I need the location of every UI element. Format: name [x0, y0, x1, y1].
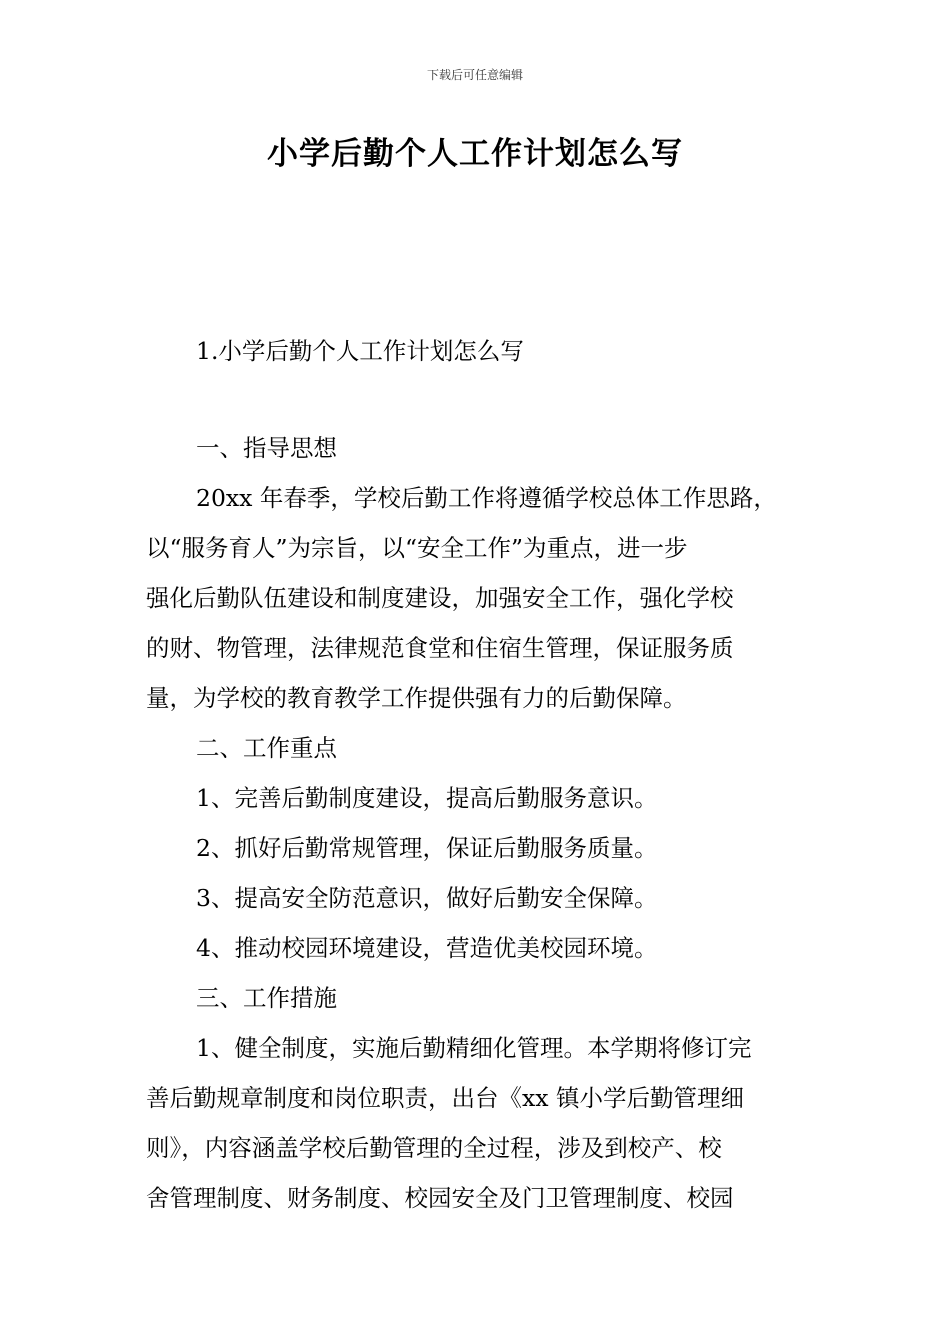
body-line: 一、指导思想 [196, 434, 337, 462]
body-line: 4、推动校园环境建设，营造优美校园环境。 [196, 934, 658, 962]
header-note: 下载后可任意编辑 [426, 68, 523, 82]
body-line: 量，为学校的教育教学工作提供强有力的后勤保障。 [146, 684, 687, 712]
body-line: 三、工作措施 [196, 984, 337, 1012]
body-line: 的财、物管理，法律规范食堂和住宿生管理，保证服务质 [146, 634, 734, 662]
body-line: 2、抓好后勤常规管理，保证后勤服务质量。 [196, 834, 658, 862]
body-line: 舍管理制度、财务制度、校园安全及门卫管理制度、校园 [146, 1184, 734, 1212]
body-line: 3、提高安全防范意识，做好后勤安全保障。 [196, 884, 658, 912]
body-line: 1、完善后勤制度建设，提高后勤服务意识。 [196, 784, 658, 812]
body-line: 强化后勤队伍建设和制度建设，加强安全工作，强化学校 [146, 584, 734, 612]
body-text [146, 423, 826, 1223]
body-line: 20xx 年春季，学校后勤工作将遵循学校总体工作思路， [196, 484, 777, 512]
body-line: 1、健全制度，实施后勤精细化管理。本学期将修订完 [196, 1034, 752, 1062]
body-line: 则》，内容涵盖学校后勤管理的全过程，涉及到校产、校 [146, 1134, 722, 1162]
body-line: 二、工作重点 [196, 734, 337, 762]
body-line: 善后勤规章制度和岗位职责，出台《xx 镇小学后勤管理细 [146, 1084, 744, 1112]
document-title: 小学后勤个人工作计划怎么写 [267, 136, 683, 172]
section-heading: 1.小学后勤个人工作计划怎么写 [196, 337, 524, 365]
body-line: 以“服务育人”为宗旨，以“安全工作”为重点，进一步 [146, 534, 688, 562]
